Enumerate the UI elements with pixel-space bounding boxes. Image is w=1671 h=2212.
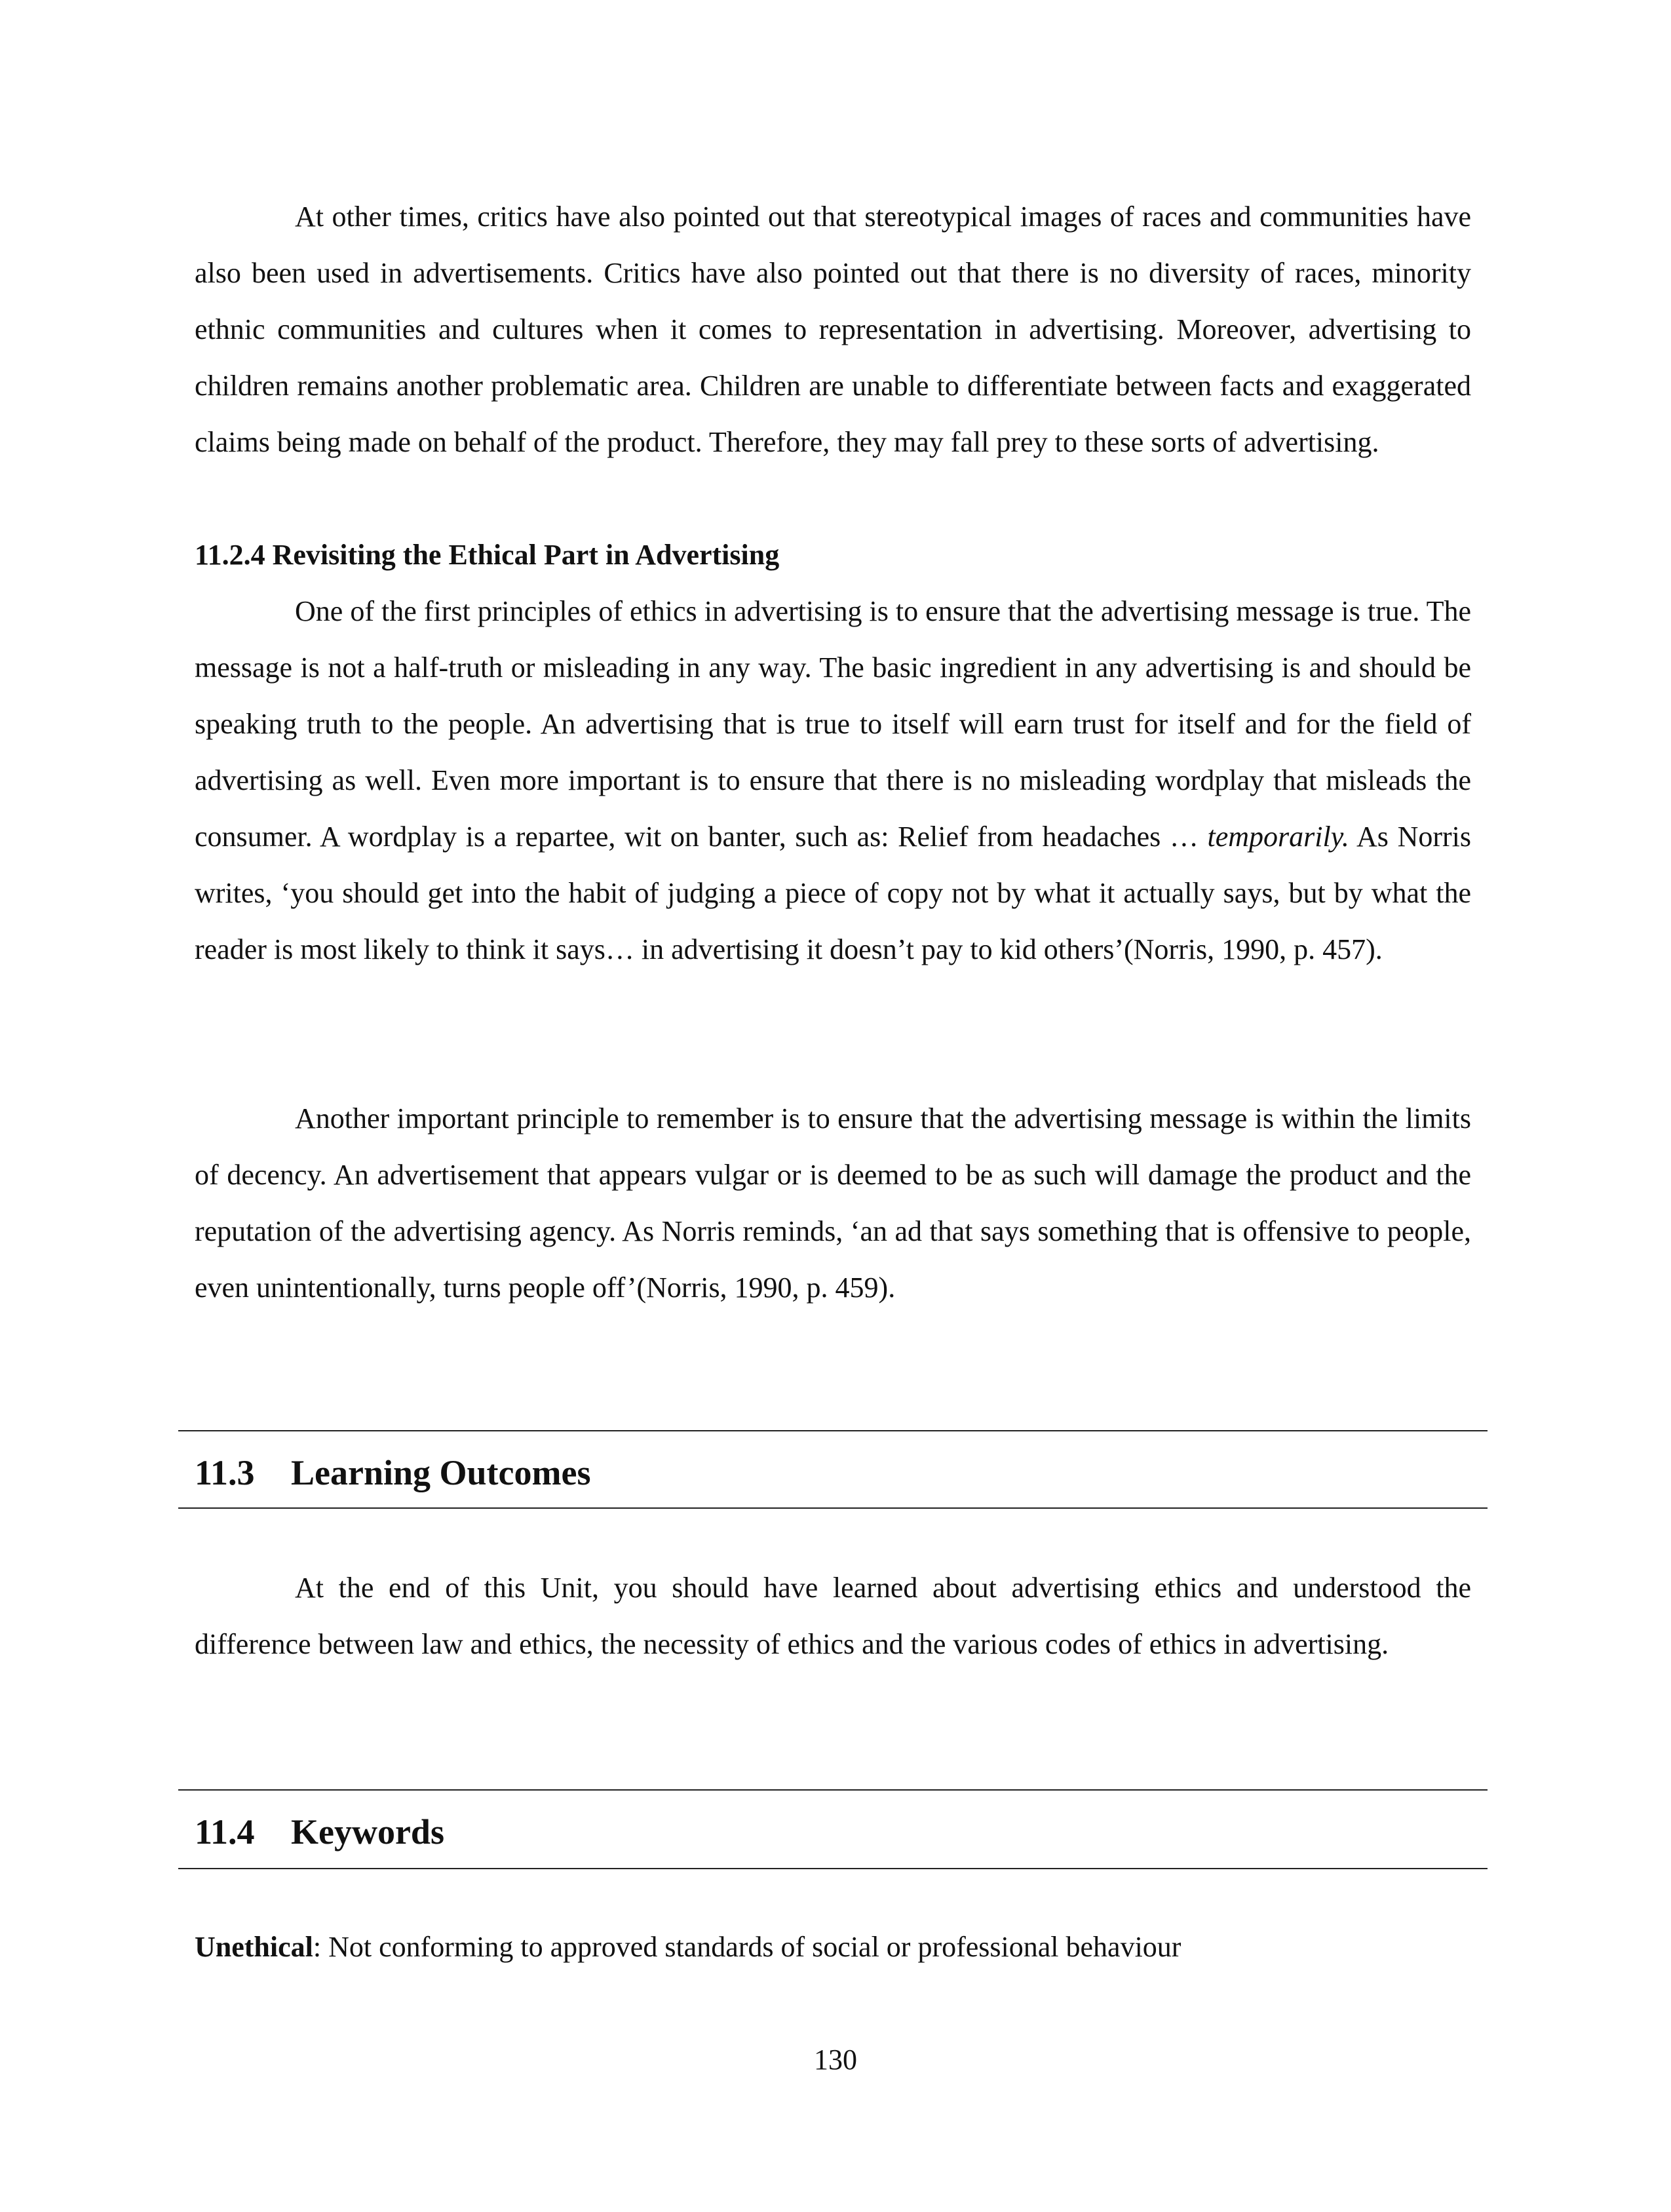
section-title: Learning Outcomes	[291, 1453, 591, 1492]
subheading-11-2-4: 11.2.4 Revisiting the Ethical Part in Advertising	[195, 539, 780, 571]
keyword-entry	[195, 1919, 1181, 1975]
section-divider-bottom	[178, 1507, 1488, 1509]
paragraph-decency-principle: Another important principle to remember is to ensure that the advertising message is within the limits of decency. An advertisement that appears vulgar or is deemed to be as such will damage the product and the reputation of the advertising agency. As Norris reminds, ‘an ad that says something that is offensive to people, even unintentionally, turns people off’(Norris, 1990, p. 459).	[195, 1102, 1471, 1304]
keyword-term: Unethical	[195, 1931, 313, 1963]
paragraph-text: One of the first principles of ethics in advertising is to ensure that the advertising message is true. The message is not a half-truth or misleading in any way. The basic ingredient in any advertising is and should be speaking truth to the people. An advertising that is true to itself will earn trust for itself and for the field of advertising as well. Even more important is to ensure that there is no misleading wordplay that misleads the consumer. A wordplay is a repartee, wit on banter, such as: Relief from headaches …	[195, 595, 1471, 853]
page-number: 130	[814, 2044, 857, 2076]
italic-emphasis: temporarily.	[1207, 821, 1349, 853]
section-number: 11.4	[195, 1812, 255, 1852]
section-divider-top	[178, 1789, 1488, 1791]
section-number: 11.3	[195, 1453, 255, 1492]
section-divider-top	[178, 1430, 1488, 1431]
section-heading-11-3	[195, 1450, 590, 1496]
section-title: Keywords	[291, 1812, 444, 1852]
paragraph-text: As Norris writes, ‘you should get into the habit of judging a piece of copy not by what it actually says, but by what the reader is most likely to think it says… in advertising it doesn’t pay to kid others’(Norris, 1990, p. 457).	[195, 821, 1471, 965]
paragraph-learning-outcomes: At the end of this Unit, you should have learned about advertising ethics and understood the difference between law and ethics, the necessity of ethics and the various codes of ethics in advertising.	[195, 1572, 1471, 1660]
paragraph-truth-principle	[195, 583, 1471, 978]
section-divider-bottom	[178, 1868, 1488, 1869]
keyword-definition: : Not conforming to approved standards of social or professional behaviour	[313, 1931, 1181, 1963]
paragraph-stereotypes: At other times, critics have also pointed out that stereotypical images of races and communities have also been used in advertisements. Critics have also pointed out that there is no diversity of races, minority ethnic communities and cultures when it comes to representation in advertising. Moreover, advertising to children remains another problematic area. Children are unable to differentiate between facts and exaggerated claims being made on behalf of the product. Therefore, they may fall prey to these sorts of advertising.	[195, 201, 1471, 458]
section-heading-11-4	[195, 1809, 444, 1855]
